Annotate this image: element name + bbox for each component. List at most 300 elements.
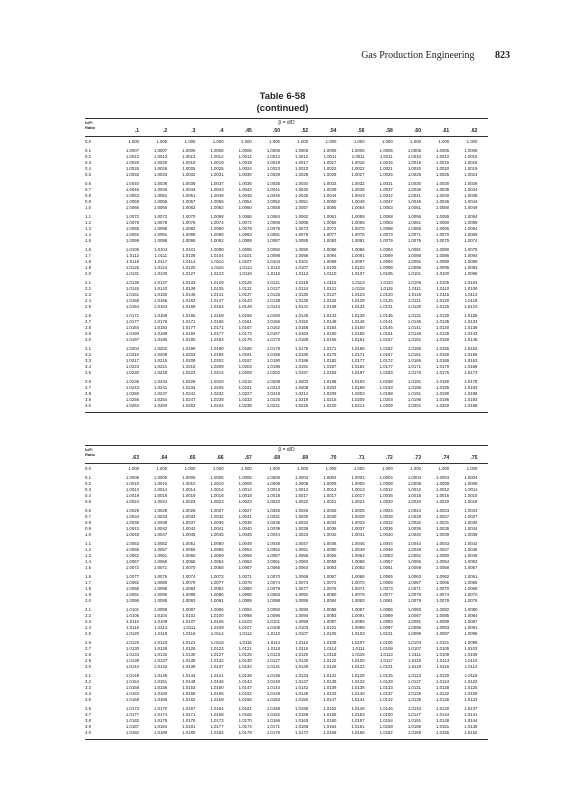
value-cell: 1.0135 [407, 691, 421, 696]
value-cell: 1.0023 [238, 499, 252, 504]
value-cell: 1.0025 [182, 166, 196, 171]
value-cell: 1.0095 [182, 238, 196, 243]
value-cell: 1.0187 [351, 370, 365, 375]
ratio-cell: 1.8 [85, 259, 91, 264]
value-cell: 1.000 [184, 139, 196, 144]
value-cell: 1.0174 [238, 724, 252, 729]
value-cell: 1.0102 [351, 265, 365, 270]
value-cell: 1.0150 [210, 685, 224, 690]
ratio-cell: 2.8 [85, 652, 91, 657]
value-cell: 1.0099 [464, 640, 478, 645]
value-cell: 1.0062 [210, 205, 224, 210]
ratio-cell: 2.8 [85, 325, 91, 330]
value-cell: 1.0053 [125, 541, 139, 546]
value-cell: 1.0063 [323, 565, 337, 570]
ratio-cell: 1.6 [85, 574, 91, 579]
value-cell: 1.0101 [323, 625, 337, 630]
value-cell: 1.000 [128, 466, 139, 471]
value-cell: 1.0099 [154, 607, 168, 612]
value-cell: 1.0046 [154, 187, 168, 192]
value-cell: 1.0043 [351, 193, 365, 198]
value-cell: 1.0150 [295, 697, 309, 702]
table-row [85, 631, 488, 637]
ratio-cell: 3.5 [85, 697, 91, 702]
value-cell: 1.0035 [266, 520, 280, 525]
value-cell: 1.0129 [210, 280, 224, 285]
value-cell: 1.0101 [379, 631, 393, 636]
value-cell: 1.0110 [436, 286, 450, 291]
value-cell: 1.0077 [210, 580, 224, 585]
value-cell: 1.0039 [154, 181, 168, 186]
value-cell: 1.0110 [210, 259, 224, 264]
value-cell: 1.0081 [379, 598, 393, 603]
ratio-cell: 4.0 [85, 730, 91, 735]
value-cell: 1.0073 [295, 226, 309, 231]
value-cell: 1.0156 [154, 298, 168, 303]
value-cell: 1.0027 [436, 514, 450, 519]
value-cell: 1.0156 [323, 712, 337, 717]
value-cell: 1.0034 [323, 520, 337, 525]
value-cell: 1.0035 [436, 187, 450, 192]
value-cell: 1.0082 [436, 607, 450, 612]
ratio-cell: 1.9 [85, 265, 91, 270]
value-cell: 1.0220 [210, 379, 224, 384]
value-cell: 1.0049 [351, 199, 365, 204]
value-cell: 1.0075 [266, 226, 280, 231]
value-cell: 1.0131 [238, 286, 252, 291]
value-cell: 1.0111 [182, 625, 196, 630]
value-cell: 1.0004 [323, 475, 337, 480]
value-cell: 1.0225 [295, 403, 309, 408]
value-cell: 1.0009 [266, 481, 280, 486]
value-cell: 1.0202 [154, 346, 168, 351]
value-cell: 1.0103 [407, 640, 421, 645]
value-cell: 1.0073 [210, 574, 224, 579]
column-header: .75 [470, 455, 478, 461]
value-cell: 1.0116 [295, 646, 309, 651]
value-cell: 1.0043 [210, 187, 224, 192]
value-cell: 1.0026 [266, 508, 280, 513]
value-cell: 1.0009 [323, 481, 337, 486]
table-row [85, 139, 488, 145]
value-cell: 1.0241 [182, 391, 196, 396]
value-cell: 1.0148 [464, 337, 478, 342]
value-cell: 1.0190 [210, 346, 224, 351]
value-cell: 1.0160 [436, 352, 450, 357]
ratio-cell: 2.4 [85, 625, 91, 630]
value-cell: 1.0008 [464, 481, 478, 486]
column-header: .52 [301, 128, 309, 134]
value-cell: 1.0139 [323, 685, 337, 690]
ratio-cell: 1.3 [85, 226, 91, 231]
value-cell: 1.0063 [407, 574, 421, 579]
value-cell: 1.0082 [210, 586, 224, 591]
value-cell: 1.0093 [464, 265, 478, 270]
value-cell: 1.0066 [154, 559, 168, 564]
value-cell: 1.0049 [464, 205, 478, 210]
value-cell: 1.0231 [266, 403, 280, 408]
value-cell: 1.0035 [266, 181, 280, 186]
value-cell: 1.0157 [351, 718, 365, 723]
value-cell: 1.0070 [182, 214, 196, 219]
value-cell: 1.0118 [464, 673, 478, 678]
value-cell: 1.0090 [154, 592, 168, 597]
value-cell: 1.0091 [125, 592, 139, 597]
value-cell: 1.0088 [323, 607, 337, 612]
value-cell: 1.0118 [464, 298, 478, 303]
value-cell: 1.0052 [266, 547, 280, 552]
value-cell: 1.0052 [154, 193, 168, 198]
value-cell: 1.0109 [436, 652, 450, 657]
value-cell: 1.0055 [323, 553, 337, 558]
value-cell: 1.0044 [464, 199, 478, 204]
value-cell: 1.0064 [464, 226, 478, 231]
value-cell: 1.0162 [182, 697, 196, 702]
value-cell: 1.0090 [436, 259, 450, 264]
value-cell: 1.0023 [182, 499, 196, 504]
value-cell: 1.0057 [295, 205, 309, 210]
value-cell: 1.0062 [351, 565, 365, 570]
value-cell: 1.0011 [351, 154, 365, 159]
value-cell: 1.0133 [182, 280, 196, 285]
value-cell: 1.0061 [323, 214, 337, 219]
value-cell: 1.0093 [436, 625, 450, 630]
value-cell: 1.0082 [182, 226, 196, 231]
value-cell: 1.0028 [154, 508, 168, 513]
value-cell: 1.0013 [182, 154, 196, 159]
value-cell: 1.0017 [295, 493, 309, 498]
column-header: .4 [219, 128, 224, 134]
value-cell: 1.0185 [436, 385, 450, 390]
ratio-cell: 2.9 [85, 658, 91, 663]
value-cell: 1.0144 [436, 712, 450, 717]
value-cell: 1.0121 [379, 664, 393, 669]
value-cell: 1.0105 [379, 640, 393, 645]
value-cell: 1.0042 [154, 526, 168, 531]
value-cell: 1.0088 [323, 247, 337, 252]
value-cell: 1.0109 [379, 646, 393, 651]
value-cell: 1.0053 [379, 553, 393, 558]
value-cell: 1.0228 [182, 379, 196, 384]
value-cell: 1.0167 [379, 352, 393, 357]
value-cell: 1.0035 [436, 526, 450, 531]
value-cell: 1.0146 [210, 679, 224, 684]
value-cell: 1.0233 [238, 397, 252, 402]
value-cell: 1.0146 [407, 331, 421, 336]
value-cell: 1.0076 [154, 574, 168, 579]
value-cell: 1.0089 [238, 238, 252, 243]
value-cell: 1.0111 [408, 286, 421, 291]
ratio-heading-line: hₗ/Pₗ [85, 447, 93, 452]
value-cell: 1.0038 [351, 187, 365, 192]
value-cell: 1.0230 [125, 370, 139, 375]
value-cell: 1.0177 [182, 325, 196, 330]
row-group [85, 181, 488, 212]
value-cell: 1.0061 [407, 220, 421, 225]
value-cell: 1.0124 [351, 664, 365, 669]
value-cell: 1.0136 [436, 697, 450, 702]
column-header: .58 [385, 128, 393, 134]
value-cell: 1.0116 [323, 280, 337, 285]
value-cell: 1.0198 [379, 391, 393, 396]
value-cell: 1.0010 [125, 481, 139, 486]
value-cell: 1.0156 [266, 319, 280, 324]
value-cell: 1.0115 [379, 286, 393, 291]
value-cell: 1.0171 [125, 313, 139, 318]
value-cell: 1.0021 [351, 499, 365, 504]
value-cell: 1.0132 [436, 691, 450, 696]
page-number: 823 [495, 50, 510, 61]
value-cell: 1.0091 [407, 259, 421, 264]
value-cell: 1.0165 [323, 337, 337, 342]
value-cell: 1.0110 [267, 631, 280, 636]
value-cell: 1.000 [353, 466, 365, 471]
value-cell: 1.0173 [238, 331, 252, 336]
value-cell: 1.0168 [125, 697, 139, 702]
value-cell: 1.0095 [351, 619, 365, 624]
ratio-cell: 2.7 [85, 646, 91, 651]
table-row [85, 403, 488, 409]
value-cell: 1.0129 [295, 664, 309, 669]
column-header: .63 [132, 455, 139, 461]
value-cell: 1.0166 [407, 358, 421, 363]
value-cell: 1.0165 [182, 313, 196, 318]
value-cell: 1.0142 [154, 664, 168, 669]
value-cell: 1.0158 [125, 685, 139, 690]
row-group [85, 673, 488, 704]
value-cell: 1.0157 [379, 337, 393, 342]
value-cell: 1.0072 [125, 565, 139, 570]
value-cell: 1.0048 [266, 541, 280, 546]
value-cell: 1.0181 [182, 724, 196, 729]
value-cell: 1.0036 [407, 187, 421, 192]
value-cell: 1.0088 [266, 598, 280, 603]
row-group [85, 574, 488, 605]
value-cell: 1.0095 [436, 265, 450, 270]
column-header: .73 [414, 455, 421, 461]
value-cell: 1.0012 [266, 154, 280, 159]
value-cell: 1.0091 [351, 613, 365, 618]
value-cell: 1.0101 [182, 247, 196, 252]
value-cell: 1.0141 [295, 304, 309, 309]
value-cell: 1.0019 [464, 499, 478, 504]
value-cell: 1.0180 [295, 352, 309, 357]
value-cell: 1.0120 [351, 658, 365, 663]
value-cell: 1.0091 [210, 598, 224, 603]
value-cell: 1.0093 [379, 619, 393, 624]
value-cell: 1.0031 [436, 520, 450, 525]
value-cell: 1.0032 [407, 520, 421, 525]
column-header: .50 [273, 128, 280, 134]
ratio-cell: 1.2 [85, 220, 91, 225]
value-cell: 1.0203 [351, 391, 365, 396]
value-cell: 1.0161 [407, 352, 421, 357]
value-cell: 1.0150 [351, 325, 365, 330]
value-cell: 1.0086 [210, 592, 224, 597]
value-cell: 1.0070 [351, 226, 365, 231]
value-cell: 1.0094 [295, 613, 309, 618]
value-cell: 1.0136 [351, 685, 365, 690]
value-cell: 1.0109 [154, 619, 168, 624]
value-cell: 1.000 [269, 139, 280, 144]
value-cell: 1.0089 [182, 232, 196, 237]
value-cell: 1.0091 [351, 253, 365, 258]
column-header: .54 [329, 128, 337, 134]
value-cell: 1.0113 [295, 271, 309, 276]
value-cell: 1.0117 [154, 259, 168, 264]
value-cell: 1.0039 [295, 526, 309, 531]
value-cell: 1.0125 [238, 652, 252, 657]
value-cell: 1.0068 [210, 565, 224, 570]
value-cell: 1.0112 [238, 631, 252, 636]
value-cell: 1.0114 [267, 640, 280, 645]
value-cell: 1.0077 [125, 574, 139, 579]
value-cell: 1.0023 [436, 508, 450, 513]
value-cell: 1.0028 [379, 514, 393, 519]
value-cell: 1.0215 [238, 379, 252, 384]
table-row [85, 205, 488, 211]
value-cell: 1.0043 [436, 541, 450, 546]
value-cell: 1.0163 [464, 358, 478, 363]
value-cell: 1.0019 [182, 160, 196, 165]
value-cell: 1.000 [297, 139, 309, 144]
value-cell: 1.0089 [238, 598, 252, 603]
value-cell: 1.0156 [407, 346, 421, 351]
value-cell: 1.000 [466, 466, 478, 471]
ratio-cell: 1.9 [85, 592, 91, 597]
value-cell: 1.0099 [407, 631, 421, 636]
value-cell: 1.0094 [379, 259, 393, 264]
value-cell: 1.0124 [436, 679, 450, 684]
value-cell: 1.0048 [379, 547, 393, 552]
value-cell: 1.0146 [154, 673, 168, 678]
value-cell: 1.0110 [267, 265, 280, 270]
value-cell: 1.0004 [351, 475, 365, 480]
value-cell: 1.0093 [182, 598, 196, 603]
value-cell: 1.0081 [407, 247, 421, 252]
value-cell: 1.0013 [266, 487, 280, 492]
table-subtitle: (continued) [256, 103, 309, 114]
value-cell: 1.0076 [323, 586, 337, 591]
value-cell: 1.0025 [210, 166, 224, 171]
value-cell: 1.0058 [436, 565, 450, 570]
value-cell: 1.0121 [323, 286, 337, 291]
value-cell: 1.0044 [266, 532, 280, 537]
value-cell: 1.0135 [182, 658, 196, 663]
row-group [85, 508, 488, 539]
value-cell: 1.0051 [182, 541, 196, 546]
value-cell: 1.0019 [154, 493, 168, 498]
value-cell: 1.0092 [210, 238, 224, 243]
value-cell: 1.0162 [266, 325, 280, 330]
value-cell: 1.0190 [182, 337, 196, 342]
ratio-cell: 0.0 [85, 139, 91, 144]
value-cell: 1.0086 [351, 247, 365, 252]
value-cell: 1.0051 [295, 547, 309, 552]
value-cell: 1.0087 [266, 238, 280, 243]
value-cell: 1.0111 [154, 253, 168, 258]
value-cell: 1.0135 [210, 286, 224, 291]
value-cell: 1.0039 [323, 187, 337, 192]
value-cell: 1.0155 [238, 313, 252, 318]
value-cell: 1.0141 [407, 325, 421, 330]
value-cell: 1.0128 [464, 313, 478, 318]
value-cell: 1.0189 [154, 331, 168, 336]
value-cell: 1.0096 [266, 613, 280, 618]
value-cell: 1.0116 [408, 292, 421, 297]
value-cell: 1.0025 [323, 508, 337, 513]
value-cell: 1.0137 [238, 292, 252, 297]
value-cell: 1.0053 [379, 205, 393, 210]
value-cell: 1.0016 [351, 160, 365, 165]
value-cell: 1.0057 [182, 199, 196, 204]
value-cell: 1.0188 [379, 379, 393, 384]
ratio-cell: 3.9 [85, 397, 91, 402]
value-cell: 1.0130 [238, 658, 252, 663]
value-cell: 1.0182 [125, 718, 139, 723]
row-group [85, 280, 488, 311]
value-cell: 1.0030 [407, 181, 421, 186]
value-cell: 1.0197 [295, 370, 309, 375]
value-cell: 1.0120 [295, 652, 309, 657]
value-cell: 1.0016 [379, 493, 393, 498]
value-cell: 1.0008 [436, 481, 450, 486]
table-row [85, 532, 488, 538]
value-cell: 1.0208 [266, 379, 280, 384]
value-cell: 1.0065 [182, 559, 196, 564]
value-cell: 1.0042 [323, 532, 337, 537]
value-cell: 1.0158 [125, 298, 139, 303]
ratio-heading-line: Ratio [85, 125, 95, 130]
ratio-cell: 2.6 [85, 640, 91, 645]
value-cell: 1.0022 [295, 499, 309, 504]
value-cell: 1.0099 [323, 259, 337, 264]
value-cell: 1.0153 [210, 304, 224, 309]
ratio-cell: 3.2 [85, 679, 91, 684]
value-cell: 1.0105 [436, 646, 450, 651]
value-cell: 1.0114 [182, 259, 196, 264]
value-cell: 1.0126 [407, 304, 421, 309]
value-cell: 1.0104 [266, 259, 280, 264]
value-cell: 1.0085 [436, 253, 450, 258]
value-cell: 1.0041 [351, 532, 365, 537]
value-cell: 1.0059 [323, 559, 337, 564]
value-cell: 1.0213 [266, 385, 280, 390]
value-cell: 1.0151 [125, 292, 139, 297]
value-cell: 1.0140 [351, 691, 365, 696]
value-cell: 1.0096 [210, 607, 224, 612]
value-cell: 1.0070 [266, 574, 280, 579]
value-cell: 1.0036 [238, 520, 252, 525]
value-cell: 1.0180 [436, 379, 450, 384]
value-cell: 1.0028 [407, 514, 421, 519]
value-cell: 1.0092 [125, 232, 139, 237]
value-cell: 1.0186 [295, 358, 309, 363]
value-cell: 1.0050 [323, 547, 337, 552]
value-cell: 1.0085 [379, 607, 393, 612]
ratio-heading-line: Ratio [85, 452, 95, 457]
value-cell: 1.0190 [125, 331, 139, 336]
value-cell: 1.0060 [238, 205, 252, 210]
value-cell: 1.0074 [266, 580, 280, 585]
value-cell: 1.0062 [436, 574, 450, 579]
value-cell: 1.0143 [407, 706, 421, 711]
value-cell: 1.0121 [407, 298, 421, 303]
value-cell: 1.0105 [323, 265, 337, 270]
value-cell: 1.0103 [238, 619, 252, 624]
value-cell: 1.0020 [407, 499, 421, 504]
value-cell: 1.0190 [266, 358, 280, 363]
